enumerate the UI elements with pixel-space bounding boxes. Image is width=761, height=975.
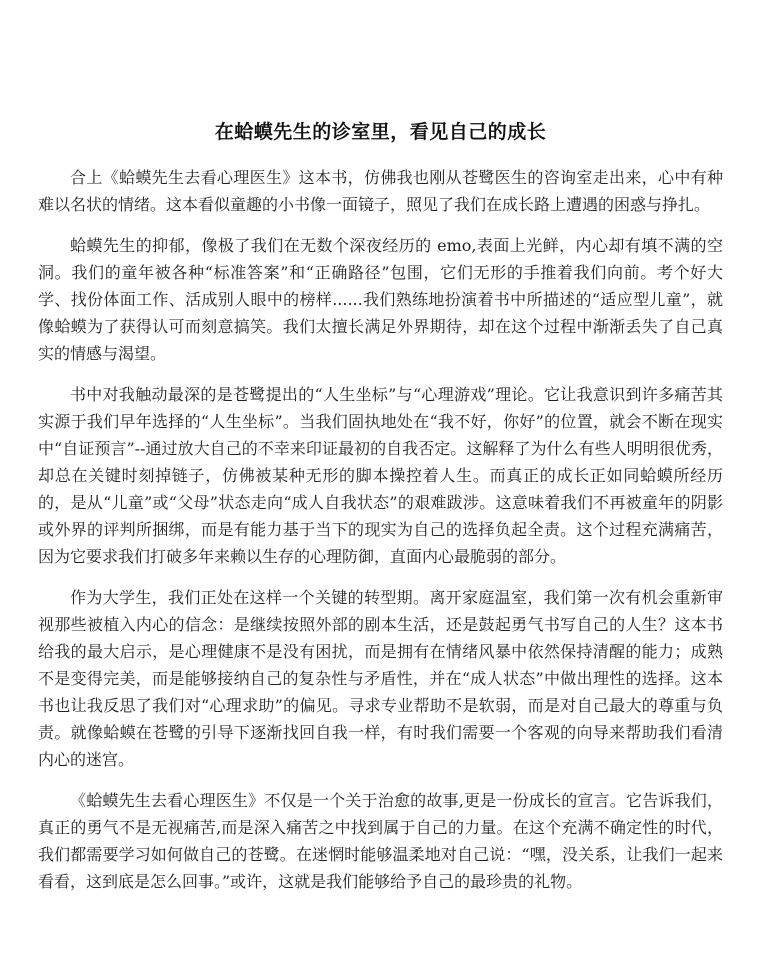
paragraph-life-coordinates: 书中对我触动最深的是苍鹭提出的“人生坐标”与“心理游戏”理论。它让我意识到许多痛苦其实源于我们早年选择的“人生坐标”。当我们固执地处在“我不好，你好”的位置，就会不断在现实中“自证预言”--通过放大自己的不幸来印证最初的自我否定。这解释了为什么有些人明明很优秀，却总在关键时刻掉链子，仿佛被某种无形的脚本操控着人生。而真正的成长正如同蛤蟆所经历的，是从“儿童”或“父母”状态走向“成人自我状态”的艰难跋涉。这意味着我们不再被童年的阴影或外界的评判所捆绑，而是有能力基于当下的现实为自己的选择负起全责。这个过程充满痛苦，因为它要求我们打破多年来赖以生存的心理防御，直面内心最脆弱的部分。: [38, 385, 723, 566]
paragraph-depression-emo: 蛤蟆先生的抑郁，像极了我们在无数个深夜经历的 emo,表面上光鲜，内心却有填不满的空洞。我们的童年被各种“标准答案”和“正确路径”包围，它们无形的手推着我们向前。考个好大学、找份体面工作、活成别人眼中的榜样......我们熟练地扮演着书中所描述的“适应型儿童”，就像蛤蟆为了获得认可而刻意搞笑。我们太擅长满足外界期待，却在这个过程中渐渐丢失了自己真实的情感与渴望。: [38, 236, 723, 363]
document-title: 在蛤蟆先生的诊室里，看见自己的成长: [214, 121, 547, 143]
paragraph-college-student: 作为大学生，我们正处在这样一个关键的转型期。离开家庭温室，我们第一次有机会重新审视那些被植入内心的信念：是继续按照外部的剧本生活，还是鼓起勇气书写自己的人生？这本书给我的最大启示，是心理健康不是没有困扰，而是拥有在情绪风暴中依然保持清醒的能力；成熟不是变得完美，而是能够接纳自己的复杂性与矛盾性，并在“成人状态”中做出理性的选择。这本书也让我反思了我们对“心理求助”的偏见。寻求专业帮助不是软弱，而是对自己最大的尊重与负责。就像蛤蟆在苍鹭的引导下逐渐找回自我一样，有时我们需要一个客观的向导来帮助我们看清内心的迷宫。: [38, 588, 723, 769]
paragraph-conclusion: 《蛤蟆先生去看心理医生》不仅是一个关于治愈的故事,更是一份成长的宣言。它告诉我们，真正的勇气不是无视痛苦,而是深入痛苦之中找到属于自己的力量。在这个充满不确定性的时代，我们都需要学习如何做自己的苍鹭。在迷惘时能够温柔地对自己说：“嘿，没关系，让我们一起来看看，这到底是怎么回事。”或许，这就是我们能够给予自己的最珍贵的礼物。: [38, 791, 723, 891]
paragraph-intro: 合上《蛤蟆先生去看心理医生》这本书，仿佛我也刚从苍鹭医生的咨询室走出来，心中有种难以名状的情绪。这本看似童趣的小书像一面镜子，照见了我们在成长路上遭遇的困惑与挣扎。: [38, 168, 723, 214]
document-body: [38, 164, 723, 895]
